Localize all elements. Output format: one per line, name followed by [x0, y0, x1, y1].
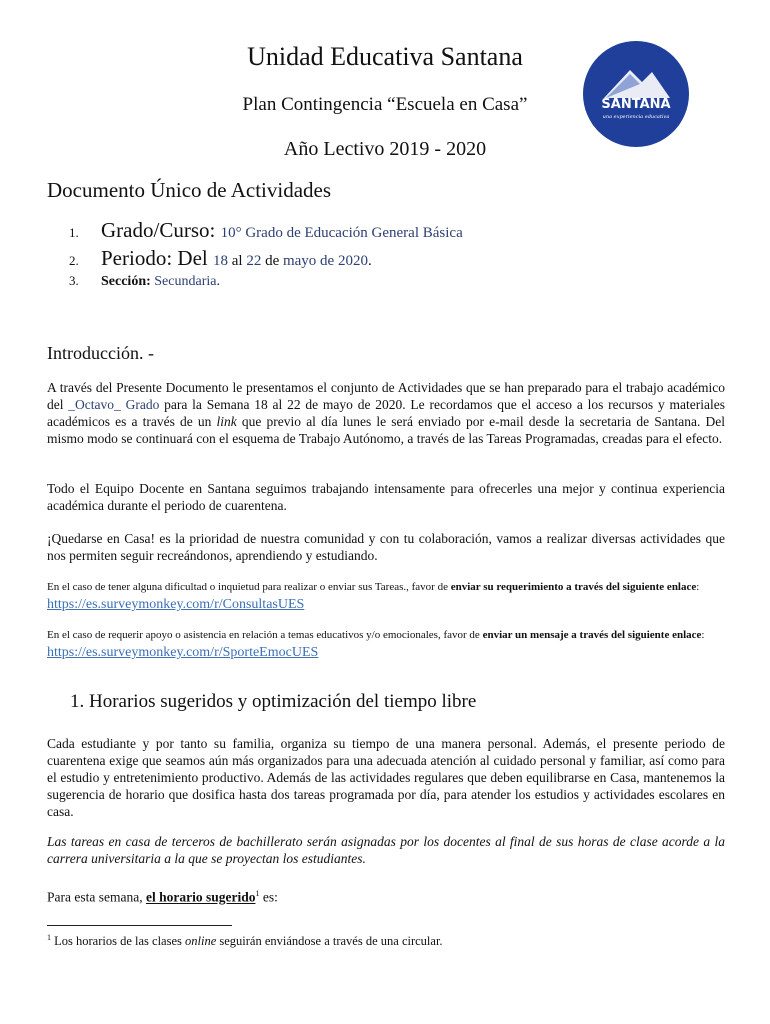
- document-title: Documento Único de Actividades: [47, 178, 332, 202]
- text: que previo al día lunes le será enviado por e-mail desde la secretaria de Santana. Del mismo modo se continuará con el esquema de Trabajo Autónomo, a través de las Tareas Programadas, creadas para el efecto.: [47, 414, 725, 446]
- text: En el caso de tener alguna dificultad o inquietud para realizar o enviar sus Tareas., favor de: [47, 581, 451, 593]
- text: Para esta semana,: [47, 889, 146, 905]
- text: seguirán enviándose a través de una circular.: [216, 934, 443, 949]
- period-end: 22: [246, 253, 262, 269]
- list-number: 2.: [69, 253, 79, 268]
- logo-tagline: una experiencia educativa: [602, 114, 670, 120]
- intro-paragraph-2: Todo el Equipo Docente en Santana seguimos trabajando intensamente para ofrecerles una mejor y continua experiencia académica durante el periodo de cuarentena.: [47, 481, 725, 513]
- grade-inline: _Octavo_ Grado: [68, 397, 160, 412]
- text-italic: online: [185, 934, 217, 949]
- footnote-number: 1: [47, 933, 51, 942]
- footnote-divider: [47, 925, 232, 926]
- list-item-section: [47, 273, 727, 290]
- consultas-link[interactable]: https://es.surveymonkey.com/r/ConsultasUES: [47, 597, 305, 612]
- period-month: mayo de 2020: [282, 253, 368, 269]
- soporte-link[interactable]: https://es.surveymonkey.com/r/SporteEmocUES: [47, 645, 319, 660]
- separator: :: [209, 218, 221, 242]
- section-end-dot: .: [216, 274, 220, 289]
- section-1-paragraph-2: Las tareas en casa de terceros de bachillerato serán asignadas por los docentes al final de sus horas de clase acorde a la carrera universitaria a la que se proyectan los estudiantes.: [47, 834, 725, 866]
- text: :: [696, 581, 700, 593]
- text: Los horarios de las clases: [51, 934, 185, 949]
- logo-text: SANTANA: [601, 97, 671, 112]
- section-1-paragraph-1: Cada estudiante y por tanto su familia, organiza su tiempo de una manera personal. Además, el presente periodo de cuarentena exige que seamos aún más organizados para una adecuada atención al cuidado personal y familiar, así como para el estudio y entretenimiento productivo. Además de las actividades regulares que deben equilibrarse en Casa, mantenemos la sugerencia de horario que dosifica hasta dos tareas programada por día, para atender los estudios y actividades escolares en casa.: [47, 736, 725, 819]
- text-bold: enviar su requerimiento a través del siguiente enlace: [450, 581, 697, 593]
- section-1-heading: 1. Horarios sugeridos y optimización del tiempo libre: [70, 691, 477, 712]
- intro-paragraph-3: ¡Quedarse en Casa! es la prioridad de nuestra comunidad y con tu colaboración, vamos a realizar diversas actividades que nos permiten seguir recreándonos, aprendiendo y estudiando.: [47, 531, 725, 563]
- period-al: al: [227, 253, 247, 269]
- period-end-dot: .: [367, 253, 372, 269]
- grade-value: 10° Grado de Educación General Básica: [220, 225, 463, 241]
- period-start: 18: [212, 253, 228, 269]
- list-number: 1.: [69, 225, 79, 240]
- list-number: 3.: [69, 273, 79, 288]
- section-1-paragraph-3: [47, 885, 725, 906]
- section-label: Sección:: [101, 274, 155, 289]
- plan-subtitle: Plan Contingencia “Escuela en Casa”: [242, 94, 528, 115]
- list-item-grade: [47, 218, 727, 243]
- link-word: link: [216, 414, 237, 429]
- period-de: de: [261, 253, 283, 269]
- list-item-period: [47, 246, 727, 271]
- intro-paragraph-1: [47, 379, 725, 447]
- support-note-emotional: [47, 627, 725, 662]
- school-year: Año Lectivo 2019 - 2020: [283, 138, 487, 160]
- text-underlined: el horario sugerido: [145, 889, 256, 905]
- text: :: [701, 629, 705, 641]
- santana-logo: [582, 40, 690, 148]
- grade-label: Grado/Curso: [101, 218, 210, 242]
- support-note-tasks: [47, 579, 725, 614]
- page-title: Unidad Educativa Santana: [247, 42, 523, 71]
- section-value: Secundaria: [154, 274, 217, 289]
- text: para la Semana 18 al 22 de mayo de 2020. Le recordamos que el acceso a los recursos y materiales académicos es a través de un: [47, 397, 725, 429]
- footnote: [47, 933, 443, 949]
- intro-heading: Introducción. -: [47, 343, 154, 363]
- text: En el caso de requerir apoyo o asistencia en relación a temas educativos y/o emocionales, favor de: [47, 629, 483, 641]
- text: es:: [259, 889, 278, 905]
- period-label: Periodo: Del: [101, 246, 213, 270]
- footnote-ref: 1: [255, 889, 260, 898]
- text-bold: enviar un mensaje a través del siguiente enlace: [482, 629, 702, 641]
- text: A través del Presente Documento le presentamos el conjunto de Actividades que se han preparado para el trabajo académico del: [47, 380, 725, 412]
